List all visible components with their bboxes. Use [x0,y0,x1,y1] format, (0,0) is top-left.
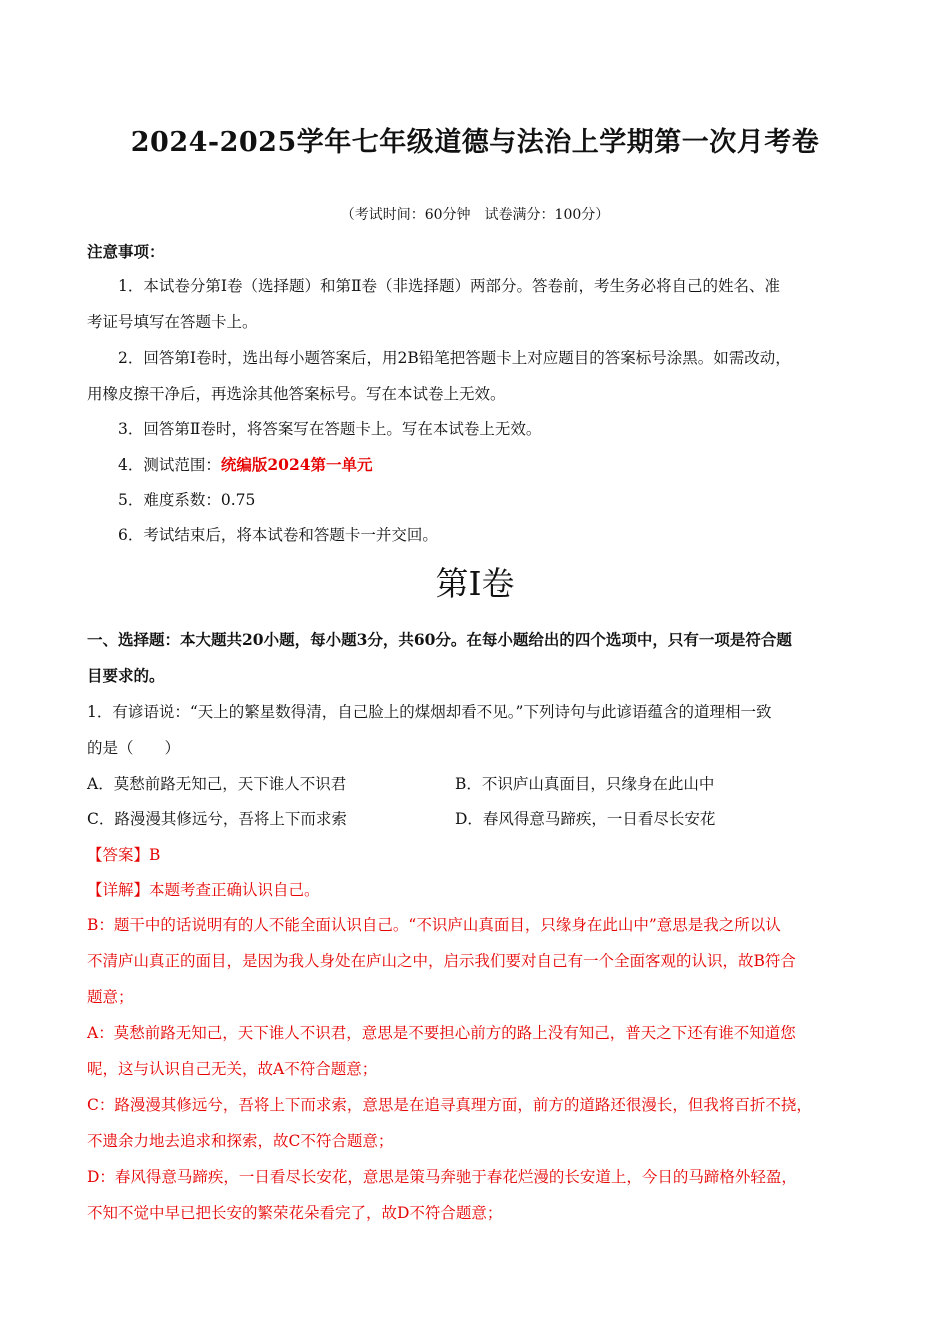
notice-item: 2．回答第Ⅰ卷时，选出每小题答案后，用2B铅笔把答题卡上对应题目的答案标号涂黑。如需改动， [118,349,791,367]
scope-value: 统编版2024第一单元 [220,455,373,474]
explanation-line: B：题干中的话说明有的人不能全面认识自己。“不识庐山真面目，只缘身在此山中”意思是我之所以认 [87,916,781,934]
notice-item: 3．回答第Ⅱ卷时，将答案写在答题卡上。写在本试卷上无效。 [118,420,542,438]
explanation-line: D：春风得意马蹄疾，一日看尽长安花，意思是策马奔驰于春花烂漫的长安道上，今日的马蹄格外轻盈， [87,1168,797,1186]
option-d: D．春风得意马蹄疾，一日看尽长安花 [455,810,716,828]
notice-item: 用橡皮擦干净后，再选涂其他答案标号。写在本试卷上无效。 [87,385,506,403]
explanation-line: 不清庐山真正的面目，是因为我人身处在庐山之中，启示我们要对自己有一个全面客观的认识，故B符合 [87,952,796,970]
question-stem: 的是（ ） [87,739,181,757]
notice-item: 6．考试结束后，将本试卷和答题卡一并交回。 [118,526,438,544]
notice-item: 1．本试卷分第Ⅰ卷（选择题）和第Ⅱ卷（非选择题）两部分。答卷前，考生务必将自己的姓名、准 [118,277,781,295]
option-c: C．路漫漫其修远兮，吾将上下而求索 [87,810,347,828]
explanation-line: 呢，这与认识自己无关，故A不符合题意； [87,1060,378,1078]
question-stem: 1．有谚语说：“天上的繁星数得清，自己脸上的煤烟却看不见。”下列诗句与此谚语蕴含的道理相一致 [87,703,772,721]
detail-label: 【详解】 [87,881,150,899]
notice-item-scope [118,453,373,475]
detail-intro: 本题考查正确认识自己。 [149,881,320,899]
answer-value: B [149,846,161,864]
explanation-line: 不知不觉中早已把长安的繁荣花朵看完了，故D不符合题意； [87,1204,503,1222]
section-instruction: 目要求的。 [87,666,165,685]
section-title: 第Ⅰ卷 [435,564,515,603]
answer [87,843,160,865]
exam-info: （考试时间：60分钟 试卷满分：100分） [340,207,610,223]
option-b: B．不识庐山真面目，只缘身在此山中 [455,775,715,793]
answer-label: 【答案】 [87,846,150,864]
explanation-line: A：莫愁前路无知己，天下谁人不识君，意思是不要担心前方的路上没有知己，普天之下还有谁不知道您 [87,1024,796,1042]
notice-item: 5．难度系数：0.75 [118,491,256,509]
section-instruction: 一、选择题：本大题共20小题，每小题3分，共60分。在每小题给出的四个选项中，只有一项是符合题 [87,630,792,649]
explanation-line: C：路漫漫其修远兮，吾将上下而求索，意思是在追寻真理方面，前方的道路还很漫长，但我将百折不挠， [87,1096,812,1114]
explanation-line: 不遗余力地去追求和探索，故C不符合题意； [87,1132,394,1150]
notice-heading: 注意事项： [87,242,165,261]
notice-item: 考证号填写在答题卡上。 [87,313,258,331]
detail [87,878,320,900]
scope-label: 4．测试范围： [118,456,221,474]
explanation-line: 题意； [87,988,134,1006]
page-title: 2024-2025学年七年级道德与法治上学期第一次月考卷 [130,127,820,158]
option-a: A．莫愁前路无知己，天下谁人不识君 [87,775,347,793]
